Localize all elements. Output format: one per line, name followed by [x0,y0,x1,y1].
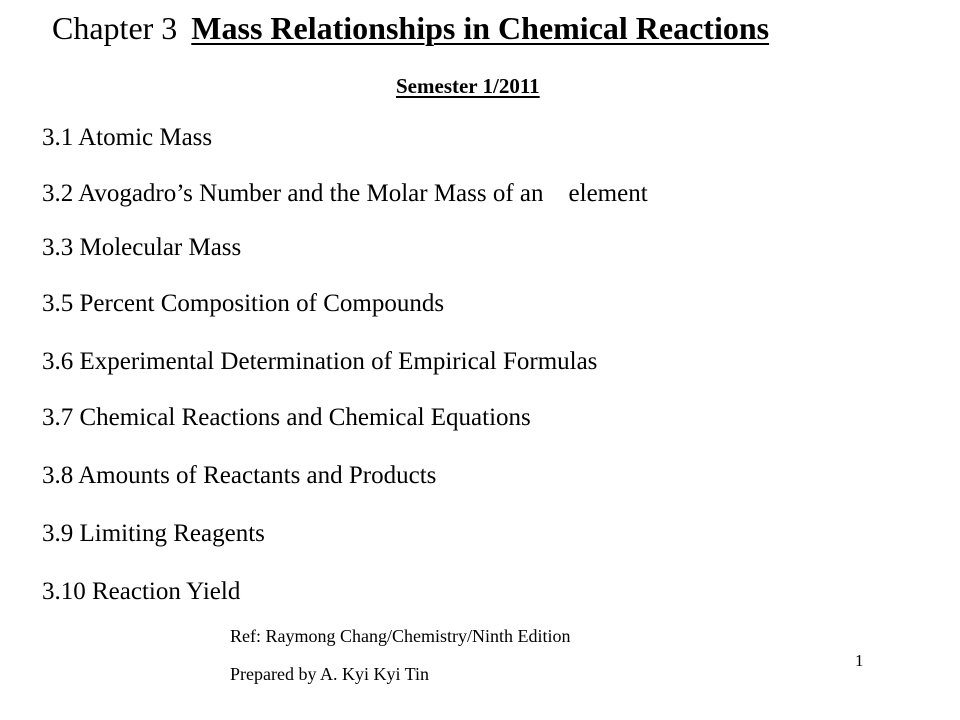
section-item-3-7: 3.7 Chemical Reactions and Chemical Equations [42,404,531,431]
section-item-3-10: 3.10 Reaction Yield [42,578,241,605]
section-item-3-8: 3.8 Amounts of Reactants and Products [42,462,437,489]
chapter-title: Mass Relationships in Chemical Reactions [191,10,770,46]
chapter-label: Chapter 3 [52,10,178,46]
section-item-3-5: 3.5 Percent Composition of Compounds [42,290,445,317]
section-item-3-2: 3.2 Avogadro’s Number and the Molar Mass of an element [42,180,648,207]
section-item-3-6: 3.6 Experimental Determination of Empirical Formulas [42,348,598,375]
section-item-3-1: 3.1 Atomic Mass [42,124,213,151]
page-number: 1 [855,651,864,670]
semester-label: Semester 1/2011 [396,74,540,98]
slide-title [52,6,769,50]
section-item-3-9: 3.9 Limiting Reagents [42,520,265,547]
reference-note: Ref: Raymong Chang/Chemistry/Ninth Edition [230,626,571,646]
section-item-3-3: 3.3 Molecular Mass [42,234,242,261]
author-note: Prepared by A. Kyi Kyi Tin [230,664,430,684]
